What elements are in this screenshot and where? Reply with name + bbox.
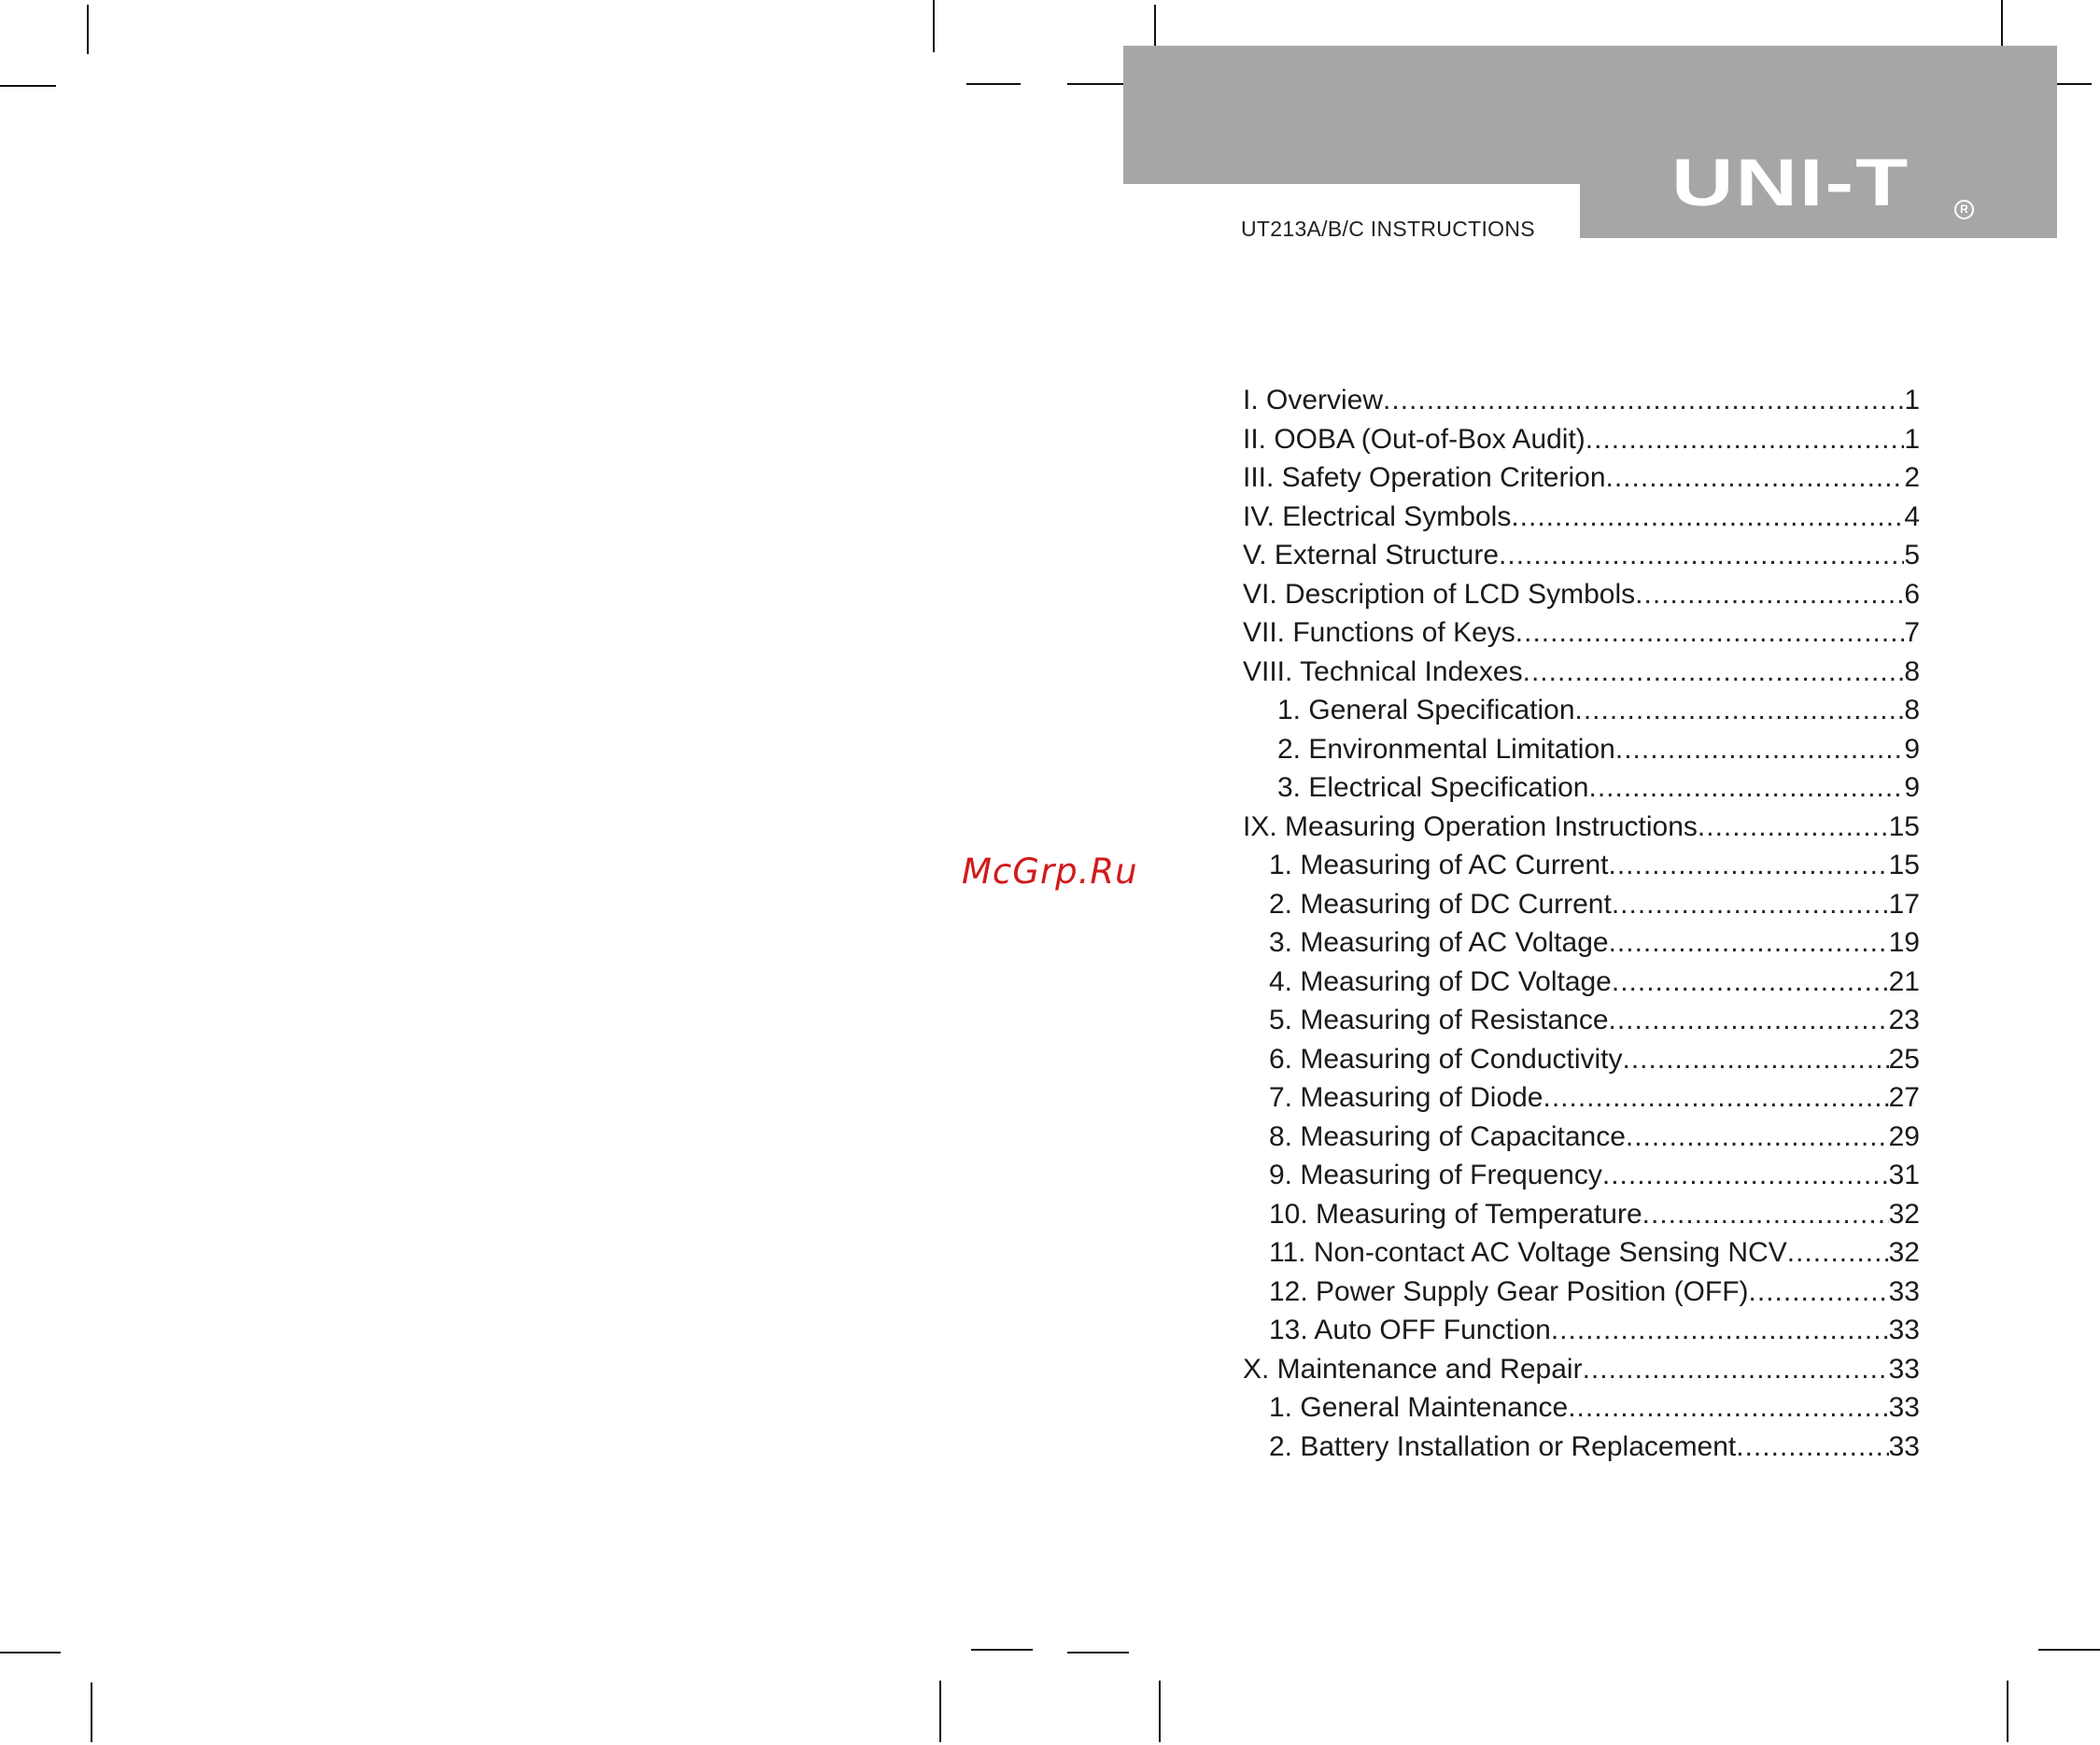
toc-leader bbox=[1583, 1354, 1889, 1386]
crop-mark bbox=[0, 85, 56, 87]
crop-mark bbox=[933, 0, 935, 52]
toc-entry-page: 5 bbox=[1904, 540, 1920, 570]
toc-entry-page: 29 bbox=[1888, 1120, 1920, 1152]
crop-mark bbox=[1067, 1652, 1129, 1654]
toc-leader bbox=[1609, 850, 1889, 881]
toc-entry-title: X. Maintenance and Repair bbox=[1243, 1353, 1583, 1385]
toc-entry-page: 32 bbox=[1888, 1237, 1920, 1268]
toc-leader bbox=[1383, 385, 1904, 416]
toc-subentry[interactable] bbox=[1243, 1276, 1920, 1316]
toc-entry[interactable] bbox=[1243, 462, 1920, 501]
toc-entry[interactable] bbox=[1243, 617, 1920, 656]
toc-entry-title: 8. Measuring of Capacitance bbox=[1269, 1120, 1626, 1152]
toc-entry-page: 31 bbox=[1888, 1160, 1920, 1190]
toc-entry[interactable] bbox=[1243, 656, 1920, 696]
toc-entry-page: 25 bbox=[1888, 1043, 1920, 1075]
toc-entry-title: 9. Measuring of Frequency bbox=[1269, 1160, 1602, 1190]
toc-entry-title: 10. Measuring of Temperature bbox=[1269, 1198, 1642, 1230]
header-band bbox=[1123, 46, 2057, 184]
toc-leader bbox=[1511, 501, 1904, 533]
toc-subentry[interactable] bbox=[1243, 889, 1920, 928]
toc-entry-page: 15 bbox=[1888, 810, 1920, 842]
toc-entry-page: 32 bbox=[1888, 1198, 1920, 1230]
toc-subentry[interactable] bbox=[1243, 1392, 1920, 1431]
toc-subentry[interactable] bbox=[1243, 1431, 1920, 1471]
toc-entry-page: 8 bbox=[1904, 655, 1920, 687]
toc-leader bbox=[1515, 617, 1905, 649]
toc-entry-title: VII. Functions of Keys bbox=[1243, 617, 1515, 648]
toc-leader bbox=[1623, 1044, 1889, 1076]
toc-entry-title: 2. Environmental Limitation bbox=[1277, 733, 1615, 765]
toc-leader bbox=[1615, 734, 1904, 766]
toc-entry[interactable] bbox=[1243, 579, 1920, 618]
toc-entry-title: 6. Measuring of Conductivity bbox=[1269, 1043, 1623, 1075]
toc-leader bbox=[1642, 1199, 1889, 1231]
toc-leader bbox=[1499, 540, 1904, 571]
toc-entry-title: 1. Measuring of AC Current bbox=[1269, 850, 1609, 880]
toc-entry-page: 33 bbox=[1888, 1315, 1920, 1345]
registered-mark: R bbox=[1954, 200, 1974, 219]
document-title: UT213A/B/C INSTRUCTIONS bbox=[1241, 217, 1535, 241]
toc-leader bbox=[1635, 579, 1904, 611]
toc-entry-title: 2. Measuring of DC Current bbox=[1269, 888, 1612, 920]
brand-logo: UNI-T bbox=[1671, 146, 1910, 220]
toc-subentry[interactable] bbox=[1243, 1082, 1920, 1121]
toc-entry-title: V. External Structure bbox=[1243, 540, 1500, 570]
crop-mark bbox=[0, 1652, 61, 1654]
toc-entry-title: 2. Battery Installation or Replacement bbox=[1269, 1430, 1737, 1462]
toc-entry-title: 12. Power Supply Gear Position (OFF) bbox=[1269, 1275, 1749, 1307]
toc-entry[interactable] bbox=[1243, 501, 1920, 541]
toc-leader bbox=[1543, 1082, 1889, 1114]
toc-leader bbox=[1609, 1005, 1889, 1036]
toc-entry-page: 2 bbox=[1904, 462, 1920, 493]
toc-entry-title: II. OOBA (Out-of-Box Audit) bbox=[1243, 423, 1586, 455]
toc-subentry[interactable] bbox=[1243, 1237, 1920, 1276]
toc-subentry[interactable] bbox=[1243, 1160, 1920, 1199]
toc-entry[interactable] bbox=[1243, 811, 1920, 851]
toc-entry-page: 7 bbox=[1904, 617, 1920, 648]
crop-mark bbox=[91, 1682, 92, 1742]
crop-mark bbox=[1067, 83, 1123, 85]
toc-leader bbox=[1523, 656, 1905, 688]
toc-entry-title: 13. Auto OFF Function bbox=[1269, 1315, 1551, 1345]
toc-entry-page: 33 bbox=[1888, 1353, 1920, 1385]
toc-entry-title: I. Overview bbox=[1243, 385, 1384, 415]
toc-leader bbox=[1736, 1431, 1888, 1463]
toc-leader bbox=[1568, 1392, 1888, 1424]
toc-entry-title: VIII. Technical Indexes bbox=[1243, 655, 1523, 687]
toc-entry-page: 27 bbox=[1888, 1082, 1920, 1113]
toc-entry-page: 21 bbox=[1888, 965, 1920, 997]
toc-entry-title: 1. General Maintenance bbox=[1269, 1392, 1569, 1423]
toc-subentry[interactable] bbox=[1243, 772, 1920, 811]
toc-entry-title: 4. Measuring of DC Voltage bbox=[1269, 965, 1612, 997]
toc-leader bbox=[1602, 1160, 1889, 1191]
toc-leader bbox=[1612, 966, 1889, 998]
toc-leader bbox=[1551, 1315, 1889, 1346]
toc-entry-page: 33 bbox=[1888, 1430, 1920, 1462]
toc-entry-page: 4 bbox=[1904, 500, 1920, 532]
crop-mark bbox=[2001, 0, 2003, 46]
toc-entry-title: 7. Measuring of Diode bbox=[1269, 1082, 1543, 1113]
crop-mark bbox=[939, 1681, 941, 1742]
toc-entry-title: IV. Electrical Symbols bbox=[1243, 500, 1512, 532]
toc-leader bbox=[1698, 811, 1889, 843]
toc-subentry[interactable] bbox=[1243, 1044, 1920, 1083]
toc-entry-page: 19 bbox=[1888, 927, 1920, 958]
toc-entry-title: 3. Electrical Specification bbox=[1277, 772, 1589, 803]
toc-entry-page: 6 bbox=[1904, 578, 1920, 610]
crop-mark bbox=[966, 83, 1021, 85]
toc-entry[interactable] bbox=[1243, 424, 1920, 463]
toc-leader bbox=[1609, 927, 1889, 959]
toc-leader bbox=[1586, 424, 1905, 456]
toc-entry-page: 1 bbox=[1904, 385, 1920, 415]
crop-mark bbox=[2038, 1649, 2100, 1651]
toc-subentry[interactable] bbox=[1243, 695, 1920, 734]
watermark: McGrp.Ru bbox=[962, 851, 1138, 892]
crop-mark bbox=[1154, 5, 1156, 46]
toc-entry-page: 17 bbox=[1888, 888, 1920, 920]
table-of-contents bbox=[1243, 385, 1920, 1470]
toc-subentry[interactable] bbox=[1243, 734, 1920, 773]
toc-subentry[interactable] bbox=[1243, 1199, 1920, 1238]
toc-leader bbox=[1612, 889, 1889, 921]
toc-entry-title: 1. General Specification bbox=[1277, 695, 1575, 725]
toc-entry-title: VI. Description of LCD Symbols bbox=[1243, 578, 1636, 610]
crop-mark bbox=[2007, 1681, 2008, 1742]
toc-entry-page: 23 bbox=[1888, 1005, 1920, 1035]
crop-mark bbox=[87, 5, 89, 54]
toc-entry-page: 1 bbox=[1904, 423, 1920, 455]
toc-entry-page: 9 bbox=[1904, 772, 1920, 803]
toc-entry-page: 33 bbox=[1888, 1275, 1920, 1307]
toc-leader bbox=[1787, 1237, 1889, 1269]
toc-entry-page: 9 bbox=[1904, 733, 1920, 765]
toc-leader bbox=[1626, 1121, 1889, 1153]
crop-mark bbox=[971, 1649, 1033, 1651]
toc-entry-page: 15 bbox=[1888, 850, 1920, 880]
toc-subentry[interactable] bbox=[1243, 966, 1920, 1006]
toc-subentry[interactable] bbox=[1243, 1315, 1920, 1354]
toc-entry-title: 11. Non-contact AC Voltage Sensing NCV bbox=[1269, 1237, 1787, 1268]
toc-leader bbox=[1589, 772, 1905, 804]
toc-subentry[interactable] bbox=[1243, 927, 1920, 966]
toc-subentry[interactable] bbox=[1243, 1121, 1920, 1161]
toc-leader bbox=[1606, 462, 1905, 494]
toc-entry-title: 3. Measuring of AC Voltage bbox=[1269, 927, 1609, 958]
toc-subentry[interactable] bbox=[1243, 850, 1920, 889]
toc-subentry[interactable] bbox=[1243, 1005, 1920, 1044]
toc-entry-page: 8 bbox=[1904, 695, 1920, 725]
toc-entry[interactable] bbox=[1243, 540, 1920, 579]
toc-entry-title: 5. Measuring of Resistance bbox=[1269, 1005, 1609, 1035]
toc-entry[interactable] bbox=[1243, 385, 1920, 424]
toc-leader bbox=[1749, 1276, 1889, 1308]
crop-mark bbox=[1159, 1681, 1161, 1742]
toc-entry[interactable] bbox=[1243, 1354, 1920, 1393]
toc-leader bbox=[1575, 695, 1905, 726]
toc-entry-title: IX. Measuring Operation Instructions bbox=[1243, 810, 1698, 842]
toc-entry-title: III. Safety Operation Criterion bbox=[1243, 462, 1606, 493]
toc-entry-page: 33 bbox=[1888, 1392, 1920, 1423]
